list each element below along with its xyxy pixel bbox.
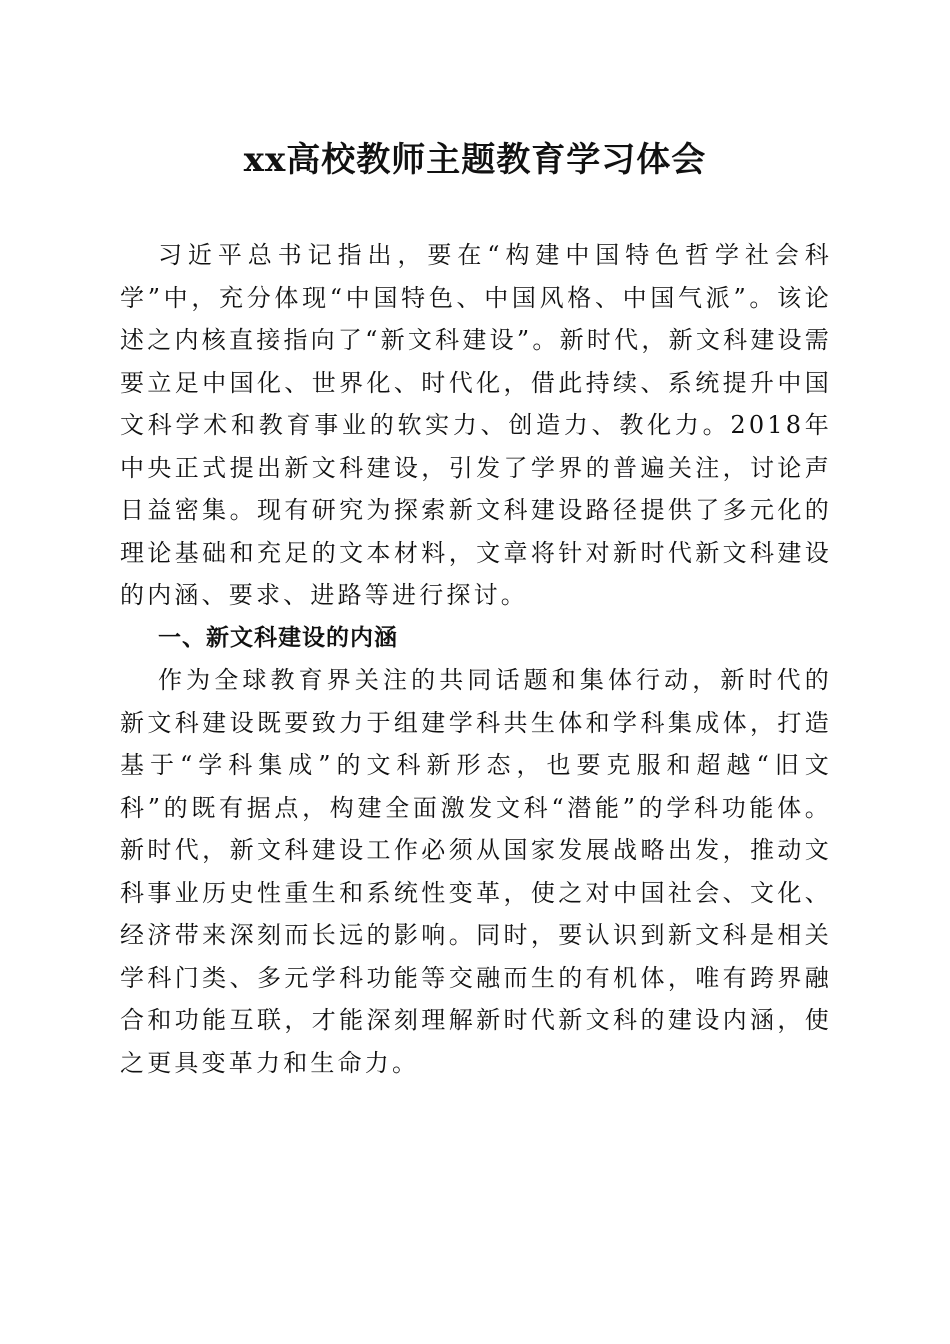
paragraph-section-1: 作为全球教育界关注的共同话题和集体行动，新时代的新文科建设既要致力于组建学科共生体和学科集成体，打造基于“学科集成”的文科新形态，也要克服和超越“旧文科”的既有据点，构建全面激发文科“潜能”的学科功能体。新时代，新文科建设工作必须从国家发展战略出发，推动文科事业历史性重生和系统性变革，使之对中国社会、文化、经济带来深刻而长远的影响。同时，要认识到新文科是相关学科门类、多元学科功能等交融而生的有机体，唯有跨界融合和功能互联，才能深刻理解新时代新文科的建设内涵，使之更具变革力和生命力。 (120, 666, 832, 1077)
document-title: xx高校教师主题教育学习体会 (243, 140, 707, 180)
paragraph-intro: 习近平总书记指出，要在“构建中国特色哲学社会科学”中，充分体现“中国特色、中国风格、中国气派”。该论述之内核直接指向了“新文科建设”。新时代，新文科建设需要立足中国化、世界化、时代化，借此持续、系统提升中国文科学术和教育事业的软实力、创造力、教化力。2018年中央正式提出新文科建设，引发了学界的普遍关注，讨论声日益密集。现有研究为探索新文科建设路径提供了多元化的理论基础和充足的文本材料，文章将针对新时代新文科建设的内涵、要求、进路等进行探讨。 (120, 241, 832, 609)
document-body (120, 234, 832, 1084)
section-heading-1: 一、新文科建设的内涵 (158, 624, 398, 651)
